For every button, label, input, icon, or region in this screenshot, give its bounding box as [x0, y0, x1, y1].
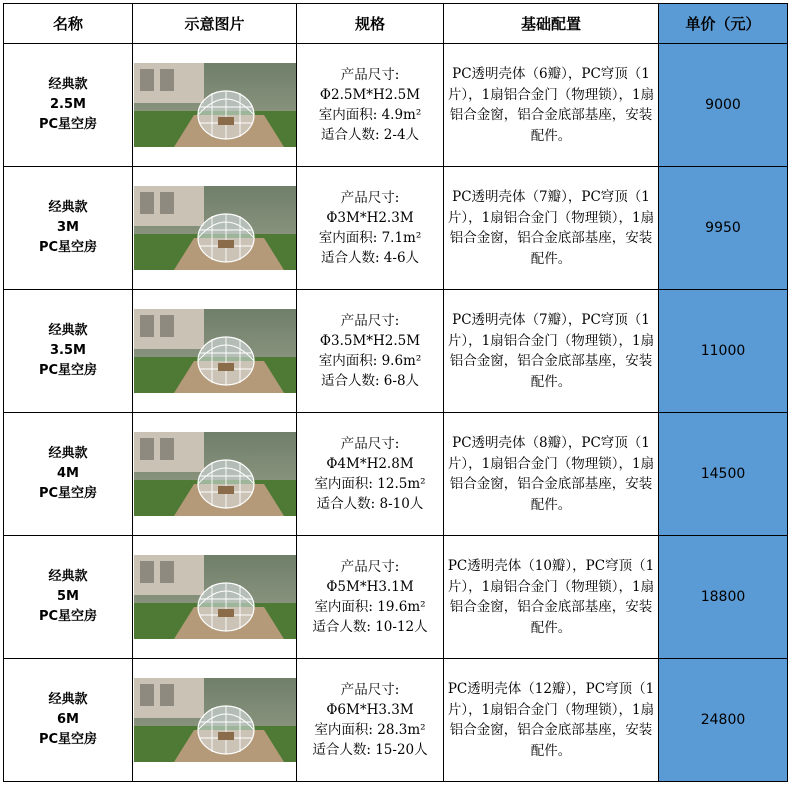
product-size: 4M: [57, 466, 79, 481]
product-series: 经典款: [48, 569, 88, 584]
product-type: PC星空房: [38, 486, 98, 501]
spec-cell: [297, 659, 444, 782]
product-size: 6M: [57, 712, 79, 727]
spec-size-label: 产品尺寸:: [340, 67, 400, 83]
dome-house-render-icon: [134, 186, 296, 270]
spec-area: 室内面积: 12.5m²: [314, 476, 426, 492]
spec-area: 室内面积: 28.3m²: [314, 722, 426, 738]
config-cell: PC透明壳体（6瓣），PC穹顶（1片），1扇铝合金门（物理锁），1扇铝合金窗，铝合金底部基座，安装配件。: [444, 44, 659, 167]
product-series: 经典款: [48, 77, 88, 92]
spec-dimensions: Φ6M*H3.3M: [326, 702, 414, 718]
product-series: 经典款: [48, 692, 88, 707]
table-row: [4, 413, 788, 536]
config-cell: PC透明壳体（10瓣），PC穹顶（1片），1扇铝合金门（物理锁），1扇铝合金窗，铝合金底部基座，安装配件。: [444, 536, 659, 659]
product-type: PC星空房: [38, 363, 98, 378]
spec-cell: [297, 536, 444, 659]
spec-area: 室内面积: 4.9m²: [318, 107, 422, 123]
product-image-cell: [133, 44, 297, 167]
spec-cell: [297, 290, 444, 413]
spec-size-label: 产品尺寸:: [340, 313, 400, 329]
spec-dimensions: Φ5M*H3.1M: [326, 579, 414, 595]
dome-house-render-icon: [134, 678, 296, 762]
spec-cell: [297, 413, 444, 536]
spec-capacity: 适合人数: 2-4人: [320, 127, 420, 143]
product-name-cell: [4, 413, 133, 536]
unit-price-cell: 9000: [659, 44, 788, 167]
product-image-cell: [133, 536, 297, 659]
product-name-cell: [4, 659, 133, 782]
spec-area: 室内面积: 9.6m²: [318, 353, 422, 369]
unit-price-cell: 9950: [659, 167, 788, 290]
header-price: 单价（元）: [659, 4, 788, 44]
product-size: 3M: [57, 220, 79, 235]
unit-price-cell: 14500: [659, 413, 788, 536]
header-row: [4, 4, 788, 44]
spec-size-label: 产品尺寸:: [340, 190, 400, 206]
product-series: 经典款: [48, 200, 88, 215]
spec-capacity: 适合人数: 8-10人: [316, 496, 424, 512]
spec-size-label: 产品尺寸:: [340, 682, 400, 698]
spec-area: 室内面积: 19.6m²: [314, 599, 426, 615]
header-spec: 规格: [297, 4, 444, 44]
spec-capacity: 适合人数: 4-6人: [320, 250, 420, 266]
header-image: 示意图片: [133, 4, 297, 44]
product-name-cell: [4, 167, 133, 290]
product-type: PC星空房: [38, 117, 98, 132]
spec-dimensions: Φ3.5M*H2.5M: [319, 333, 421, 349]
spec-capacity: 适合人数: 6-8人: [320, 373, 420, 389]
price-table: [3, 3, 788, 782]
spec-dimensions: Φ4M*H2.8M: [326, 456, 414, 472]
config-cell: PC透明壳体（7瓣），PC穹顶（1片），1扇铝合金门（物理锁），1扇铝合金窗，铝合金底部基座，安装配件。: [444, 167, 659, 290]
product-name-cell: [4, 536, 133, 659]
header-config: 基础配置: [444, 4, 659, 44]
product-type: PC星空房: [38, 732, 98, 747]
product-type: PC星空房: [38, 240, 98, 255]
dome-house-render-icon: [134, 555, 296, 639]
config-cell: PC透明壳体（8瓣），PC穹顶（1片），1扇铝合金门（物理锁），1扇铝合金窗，铝合金底部基座，安装配件。: [444, 413, 659, 536]
product-size: 5M: [57, 589, 79, 604]
product-name-cell: [4, 44, 133, 167]
table-row: [4, 659, 788, 782]
product-image-cell: [133, 659, 297, 782]
product-type: PC星空房: [38, 609, 98, 624]
spec-area: 室内面积: 7.1m²: [318, 230, 422, 246]
table-row: [4, 44, 788, 167]
unit-price-cell: 11000: [659, 290, 788, 413]
product-size: 2.5M: [50, 97, 86, 112]
spec-capacity: 适合人数: 15-20人: [312, 742, 428, 758]
spec-size-label: 产品尺寸:: [340, 559, 400, 575]
product-series: 经典款: [48, 446, 88, 461]
dome-house-render-icon: [134, 432, 296, 516]
spec-capacity: 适合人数: 10-12人: [312, 619, 428, 635]
product-name-cell: [4, 290, 133, 413]
table-row: [4, 536, 788, 659]
product-size: 3.5M: [50, 343, 86, 358]
spec-size-label: 产品尺寸:: [340, 436, 400, 452]
product-image-cell: [133, 413, 297, 536]
spec-cell: [297, 44, 444, 167]
product-series: 经典款: [48, 323, 88, 338]
table-row: [4, 290, 788, 413]
unit-price-cell: 18800: [659, 536, 788, 659]
spec-dimensions: Φ3M*H2.3M: [326, 210, 414, 226]
config-cell: PC透明壳体（12瓣），PC穹顶（1片），1扇铝合金门（物理锁），1扇铝合金窗，铝合金底部基座，安装配件。: [444, 659, 659, 782]
spec-dimensions: Φ2.5M*H2.5M: [319, 87, 421, 103]
spec-cell: [297, 167, 444, 290]
table-row: [4, 167, 788, 290]
dome-house-render-icon: [134, 63, 296, 147]
config-cell: PC透明壳体（7瓣），PC穹顶（1片），1扇铝合金门（物理锁），1扇铝合金窗，铝合金底部基座，安装配件。: [444, 290, 659, 413]
header-name: 名称: [4, 4, 133, 44]
unit-price-cell: 24800: [659, 659, 788, 782]
product-image-cell: [133, 290, 297, 413]
dome-house-render-icon: [134, 309, 296, 393]
product-image-cell: [133, 167, 297, 290]
